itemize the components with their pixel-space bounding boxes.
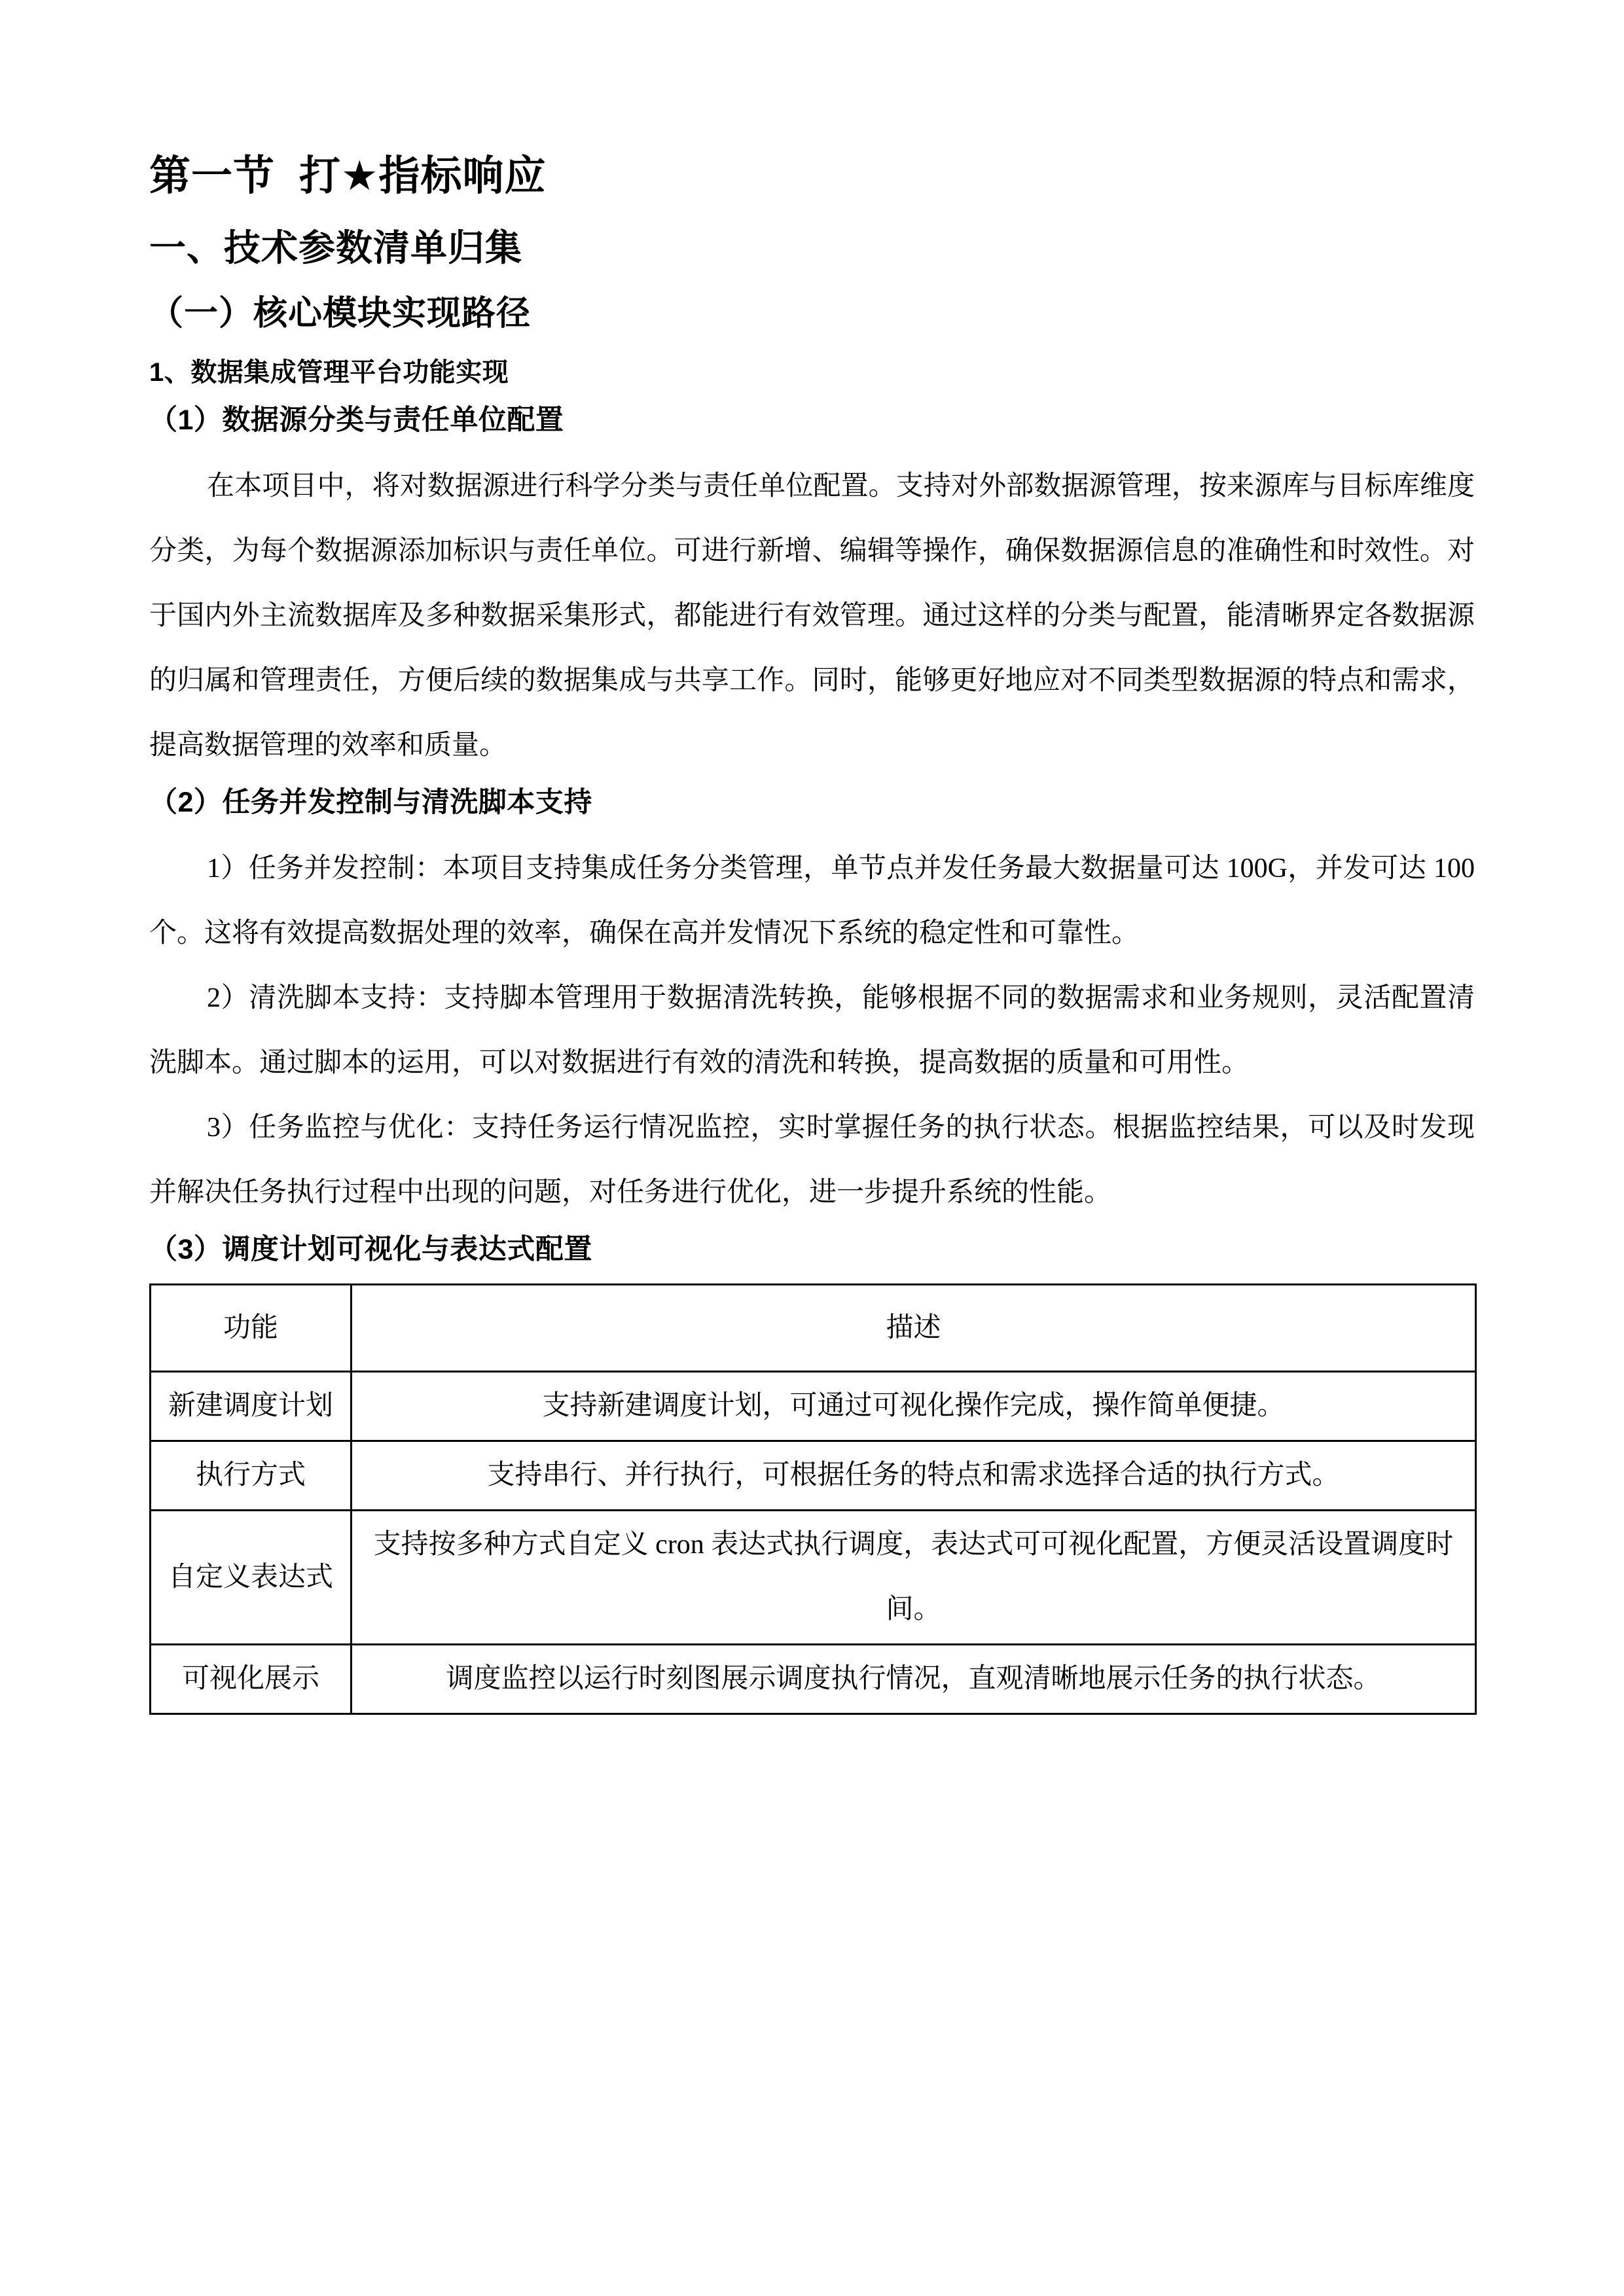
table-cell-description: 支持按多种方式自定义 cron 表达式执行调度，表达式可可视化配置，方便灵活设置调度时间。 xyxy=(352,1511,1476,1645)
subsection-2-item-1: 1）任务并发控制：本项目支持集成任务分类管理，单节点并发任务最大数据量可达 100G，并发可达 100 个。这将有效提高数据处理的效率，确保在高并发情况下系统的稳定性和可靠性。 xyxy=(149,853,1475,948)
table-cell-function: 新建调度计划 xyxy=(151,1372,352,1441)
subsection-3-heading: （3）调度计划可视化与表达式配置 xyxy=(149,1234,592,1265)
section-heading: 第一节 打★指标响应 xyxy=(149,153,547,199)
table-header-description: 描述 xyxy=(352,1285,1476,1372)
schedule-feature-table xyxy=(149,1283,1477,1715)
subsection-2-item-3: 3）任务监控与优化：支持任务运行情况监控，实时掌握任务的执行状态。根据监控结果，可以及时发现并解决任务执行过程中出现的问题，对任务进行优化，进一步提升系统的性能。 xyxy=(149,1113,1475,1208)
table-row xyxy=(151,1645,1476,1714)
subsection-1-heading: （1）数据源分类与责任单位配置 xyxy=(149,404,564,436)
level3-heading: 1、数据集成管理平台功能实现 xyxy=(149,358,509,387)
table-row xyxy=(151,1511,1476,1645)
document-body xyxy=(149,153,1475,1715)
table-cell-function: 可视化展示 xyxy=(151,1645,352,1714)
table-header-function: 功能 xyxy=(151,1285,352,1372)
table-cell-description: 支持串行、并行执行，可根据任务的特点和需求选择合适的执行方式。 xyxy=(352,1441,1476,1511)
table-cell-description: 支持新建调度计划，可通过可视化操作完成，操作简单便捷。 xyxy=(352,1372,1476,1441)
subsection-2-item-2: 2）清洗脚本支持：支持脚本管理用于数据清洗转换，能够根据不同的数据需求和业务规则，灵活配置清洗脚本。通过脚本的运用，可以对数据进行有效的清洗和转换，提高数据的质量和可用性。 xyxy=(149,983,1475,1078)
level2-heading: （一）核心模块实现路径 xyxy=(149,295,532,332)
table-cell-function: 自定义表达式 xyxy=(151,1511,352,1645)
table-row xyxy=(151,1441,1476,1511)
table-row xyxy=(151,1372,1476,1441)
subsection-2-heading: （2）任务并发控制与清洗脚本支持 xyxy=(149,787,592,818)
level1-heading: 一、技术参数清单归集 xyxy=(149,227,522,268)
table-header-row xyxy=(151,1285,1476,1372)
table-cell-function: 执行方式 xyxy=(151,1441,352,1511)
subsection-1-paragraph: 在本项目中，将对数据源进行科学分类与责任单位配置。支持对外部数据源管理，按来源库与目标库维度分类，为每个数据源添加标识与责任单位。可进行新增、编辑等操作，确保数据源信息的准确性和时效性。对于国内外主流数据库及多种数据采集形式，都能进行有效管理。通过这样的分类与配置，能清晰界定各数据源的归属和管理责任，方便后续的数据集成与共享工作。同时，能够更好地应对不同类型数据源的特点和需求，提高数据管理的效率和质量。 xyxy=(149,471,1475,761)
table-cell-description: 调度监控以运行时刻图展示调度执行情况，直观清晰地展示任务的执行状态。 xyxy=(352,1645,1476,1714)
